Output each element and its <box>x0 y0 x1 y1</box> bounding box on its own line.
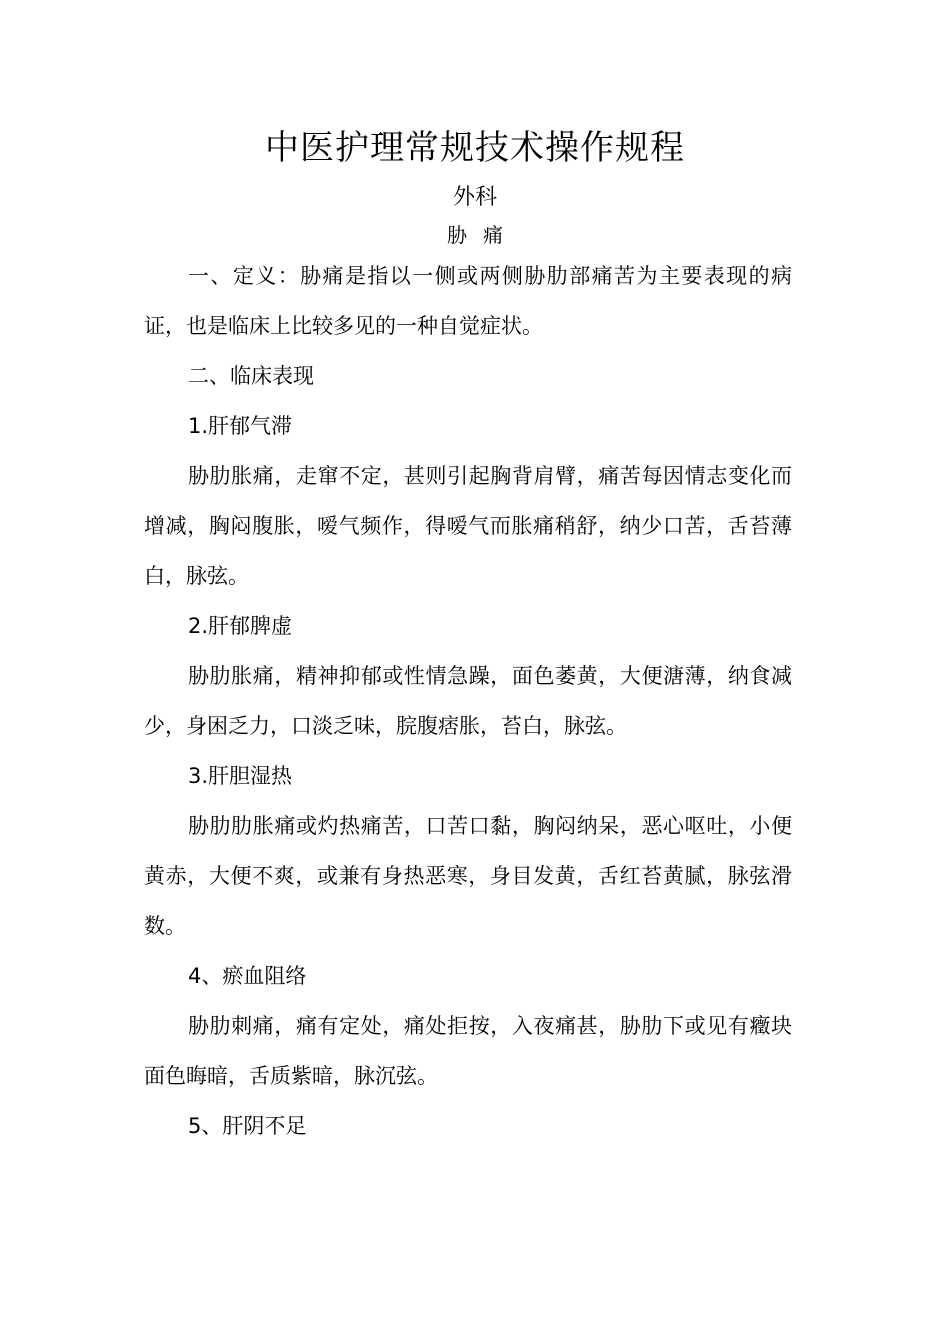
subheading-liver-depression-spleen-deficiency: 2.肝郁脾虚 <box>188 614 293 638</box>
definition-paragraph: 一、定义：胁痛是指以一侧或两侧胁肋部痛苦为主要表现的病证，也是临床上比较多见的一种自觉症状。 <box>144 264 792 338</box>
document-title: 中医护理常规技术操作规程 <box>265 128 685 168</box>
paragraph-liver-depression-spleen-deficiency: 胁肋胀痛，精神抑郁或性情急躁，面色萎黄，大便溏薄，纳食减少，身困乏力，口淡乏味，脘腹痞胀，苔白，脉弦。 <box>144 664 792 738</box>
document-body <box>144 251 792 1151</box>
document-topic: 胁痛 <box>447 223 519 247</box>
subheading-liver-qi-stagnation: 1.肝郁气滞 <box>188 414 293 438</box>
paragraph-blood-stasis: 胁肋刺痛，痛有定处，痛处拒按，入夜痛甚，胁肋下或见有癥块面色晦暗，舌质紫暗，脉沉弦。 <box>144 1014 792 1088</box>
document-subtitle: 外科 <box>452 185 497 210</box>
subheading-blood-stasis: 4、瘀血阻络 <box>188 964 307 988</box>
paragraph-liver-qi-stagnation: 胁肋胀痛，走窜不定，甚则引起胸背肩臂，痛苦每因情志变化而增减，胸闷腹胀，嗳气频作，得嗳气而胀痛稍舒，纳少口苦，舌苔薄白，脉弦。 <box>144 464 792 588</box>
section-heading-clinical-manifestations: 二、临床表现 <box>188 364 314 388</box>
paragraph-liver-gallbladder-damp-heat: 胁肋肋胀痛或灼热痛苦，口苦口黏，胸闷纳呆，恶心呕吐，小便黄赤，大便不爽，或兼有身热恶寒，身目发黄，舌红苔黄腻，脉弦滑数。 <box>144 814 792 938</box>
subheading-liver-gallbladder-damp-heat: 3.肝胆湿热 <box>188 764 293 788</box>
subheading-liver-yin-deficiency: 5、肝阴不足 <box>188 1114 307 1138</box>
